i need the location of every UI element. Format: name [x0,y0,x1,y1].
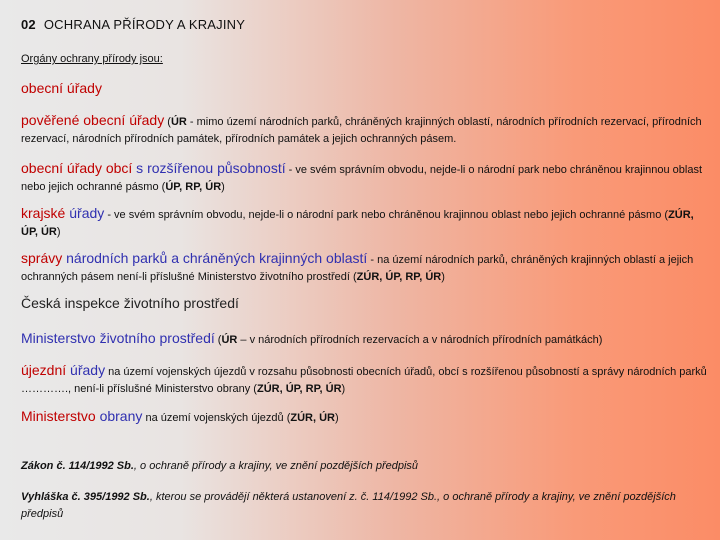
organ-text: na území vojenských újezdů v rozsahu působnosti obecních úřadů, obcí s rozšířenou působností a správy národních parků …………., není-li příslušné Ministerstvo obrany ( [21,366,707,395]
slide-title [21,17,245,32]
organ-text-close: ) [334,412,339,424]
organ-head-red: krajské [21,205,66,221]
organ-item-obecni-urady [21,80,711,99]
planning-abbr: ZÚR, ÚP, RP, ÚR [356,271,442,283]
law-title: Zákon č. 114/1992 Sb. [21,460,134,472]
organ-text-close: ) [221,181,225,193]
intro-text: Orgány ochrany přírody jsou: [21,53,163,65]
organ-text: na území vojenských újezdů ( [142,412,291,424]
organ-item-poverene-urady [21,112,711,148]
organ-head: Ministerstvo životního prostředí [21,330,215,346]
organ-head-blue: úřady [66,362,106,378]
organ-text: ( [164,116,171,128]
organ-head: obecní úřady [21,80,102,96]
organ-head: Česká inspekce životního prostředí [21,295,239,311]
organ-text: ( [214,334,222,346]
organ-text-close: ) [441,271,445,283]
law-text: , o ochraně přírody a krajiny, ve znění pozdějších předpisů [133,460,419,472]
planning-abbr: ZÚR, ÚP, ÚR [21,209,694,238]
organ-item-spravy-np-chko [21,250,711,286]
organ-head-red: Ministerstvo [21,408,96,424]
organ-text: - ve svém správním obvodu, nejde-li o národní park nebo chráněnou krajinnou oblast nebo jejich ochranné pásmo ( [21,164,703,193]
planning-abbr: ÚR [221,334,238,346]
organ-text: - na území národních parků, chráněných krajinných oblastí a jejich ochranných pásem není-li příslušné Ministerstvo životního prostředí ( [21,254,694,283]
planning-abbr: ÚR [170,116,187,128]
organ-item-cizp [21,295,711,314]
organ-text-close: ) [56,226,61,238]
organ-head-red: správy [21,250,63,266]
organ-head-red: újezdní [21,362,67,378]
title-number: 02 [21,17,36,32]
organ-item-orp [21,160,711,196]
organ-head-blue: s rozšířenou působností [132,160,286,176]
organ-head: pověřené obecní úřady [21,112,165,128]
organ-item-mo [21,408,711,427]
organ-text: – v národních přírodních rezervacích a v národních přírodních památkách) [237,334,603,346]
law-text: , kterou se provádějí některá ustanovení z. č. 114/1992 Sb., o ochraně přírody a krajiny, ve znění pozdějších předpisů [21,491,676,520]
planning-abbr: ÚP, RP, ÚR [165,181,222,193]
planning-abbr: ZÚR, ÚP, RP, ÚR [256,383,342,395]
law-title: Vyhláška č. 395/1992 Sb. [21,491,150,503]
organ-head-blue: úřady [65,205,105,221]
organ-head-red: obecní úřady obcí [21,160,133,176]
organ-text-close: ) [341,383,346,395]
law-reference-vyhlaska [21,489,711,523]
organ-text: - ve svém správním obvodu, nejde-li o národní park nebo chráněnou krajinnou oblast nebo jejich ochranné pásmo ( [104,209,669,221]
organ-item-krajske-urady [21,205,711,241]
organ-head-blue: obrany [95,408,143,424]
organ-item-ujezdni-urady [21,362,711,398]
law-reference-zakon [21,458,711,475]
organ-item-mzp [21,330,711,349]
organ-head-blue: národních parků a chráněných krajinných oblastí [62,250,368,266]
organ-text: - mimo území národních parků, chráněných krajinných oblastí, národních přírodních rezervací, přírodních rezervací, národních přírodních památek, přírodních památek a jejich ochranných pásem. [21,116,702,145]
planning-abbr: ZÚR, ÚR [290,412,335,424]
title-text: OCHRANA PŘÍRODY A KRAJINY [43,17,246,32]
